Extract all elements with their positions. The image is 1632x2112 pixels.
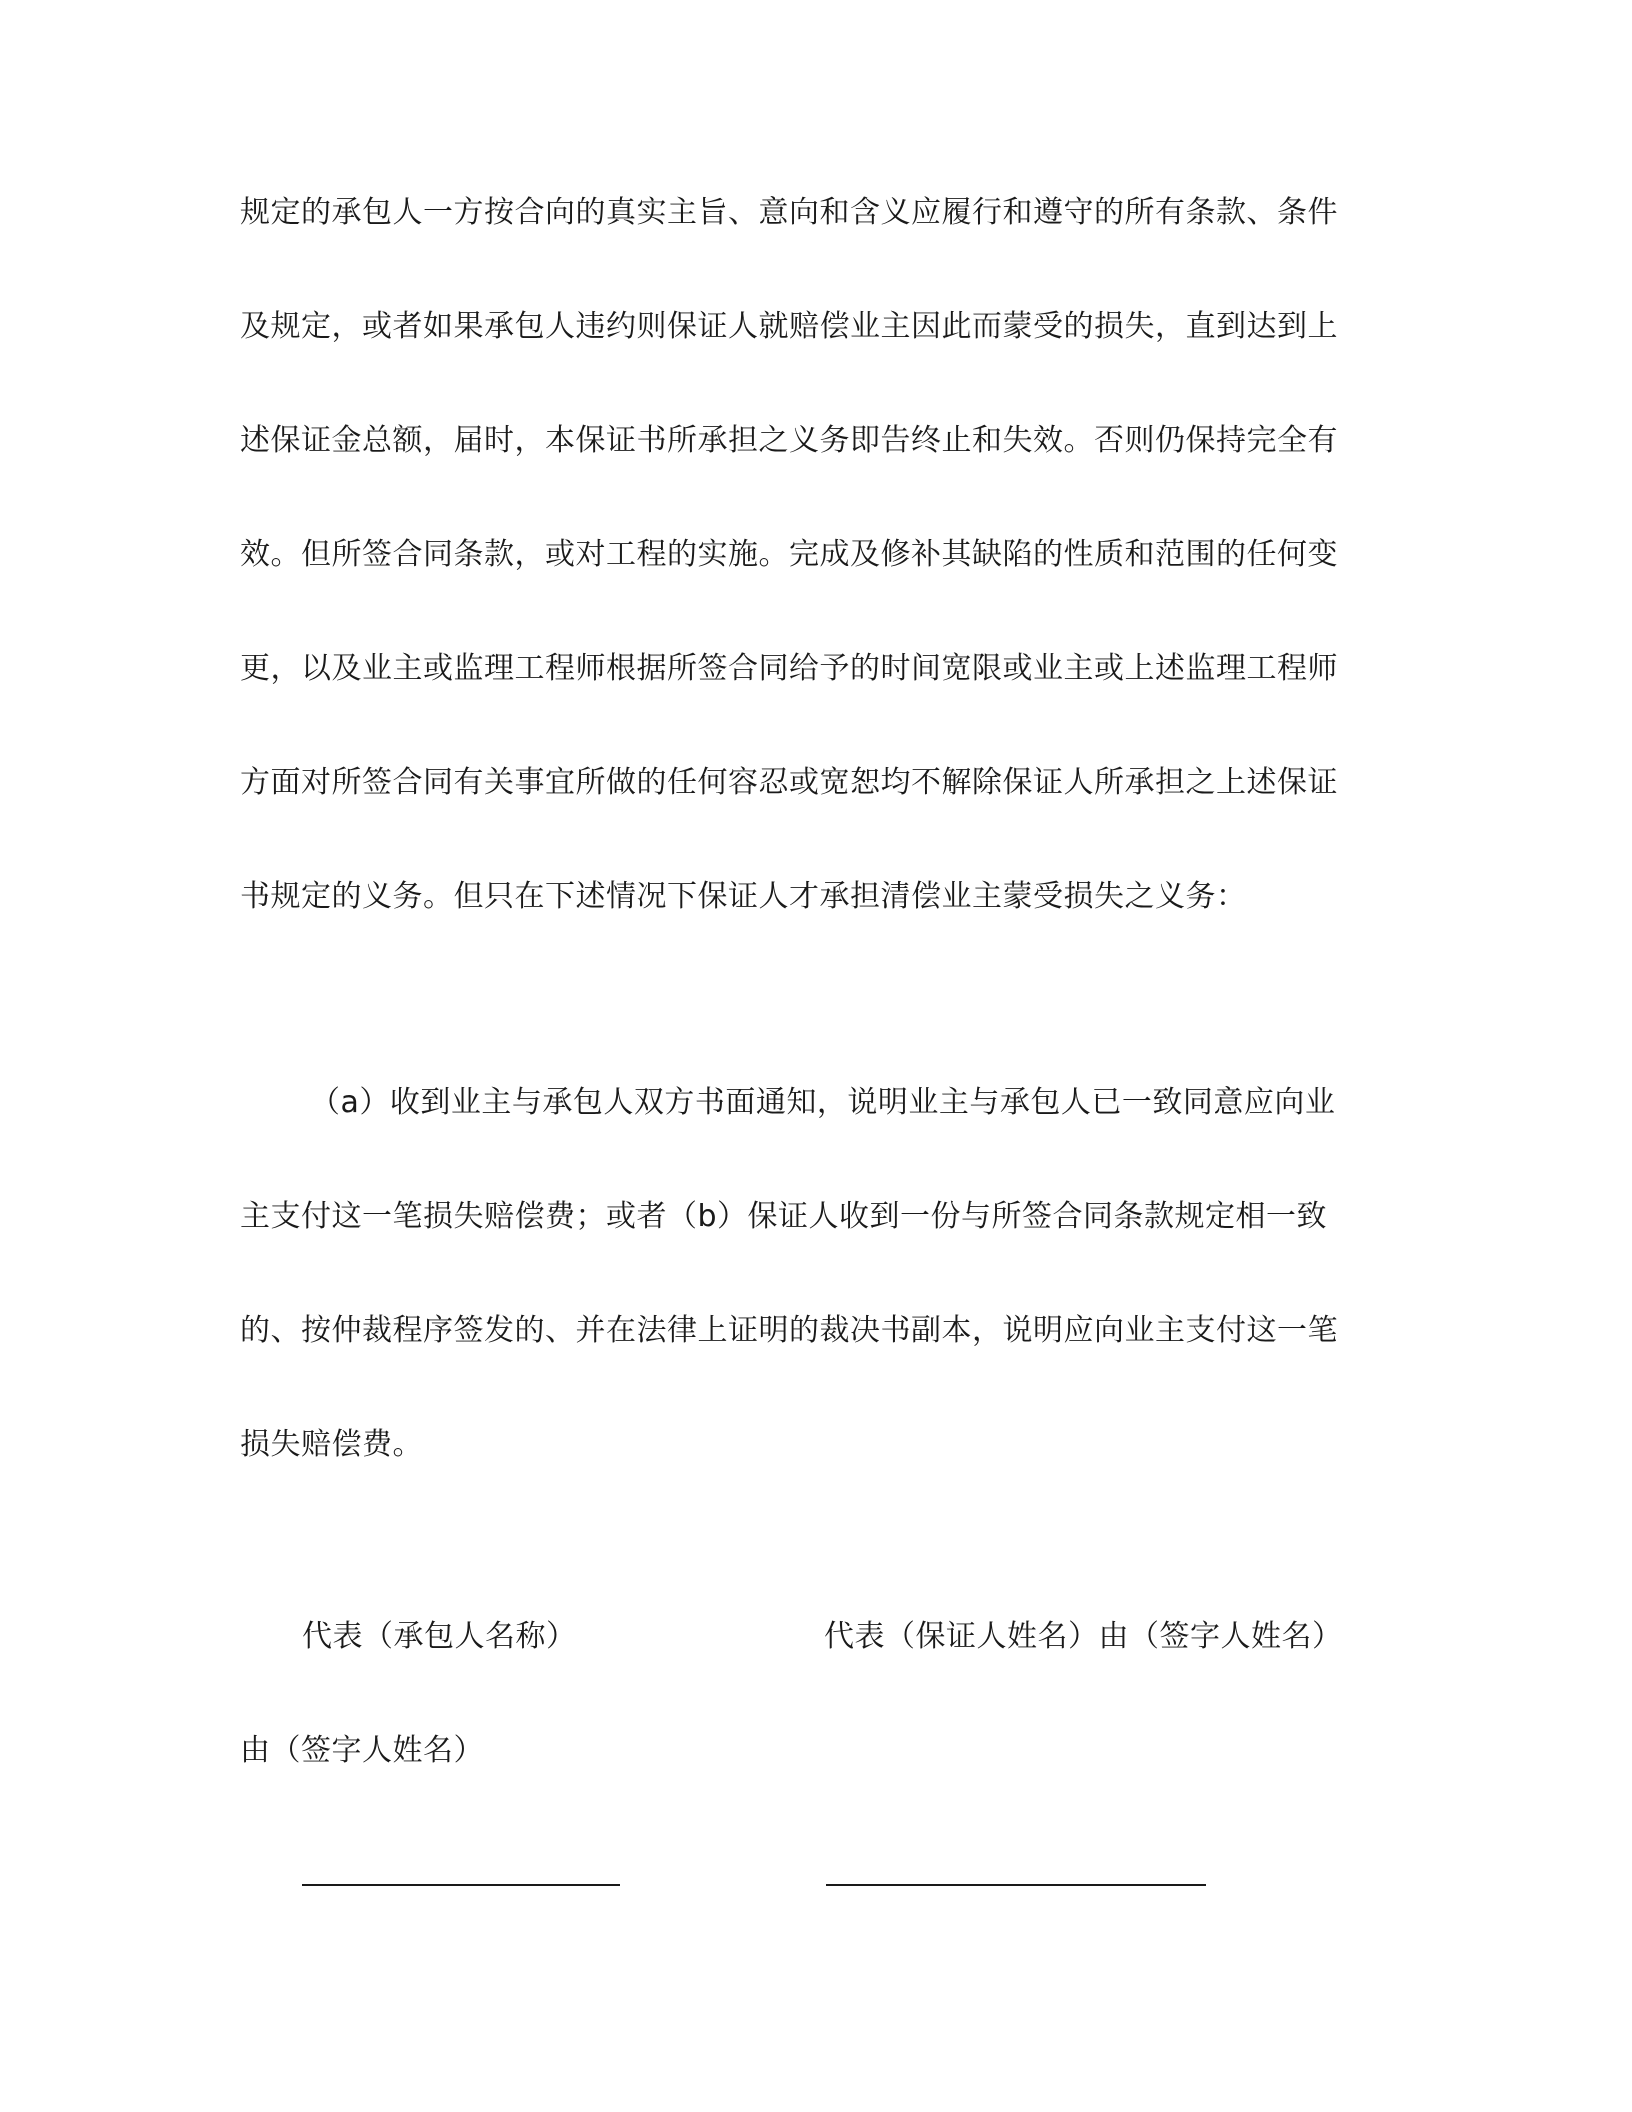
guarantor-representative-label: 代表（保证人姓名）由（签字人姓名） bbox=[824, 1619, 1343, 1654]
guarantor-signature-line bbox=[826, 1884, 1206, 1886]
paragraph-line: 规定的承包人一方按合向的真实主旨、意向和含义应履行和遵守的所有条款、条件 bbox=[240, 195, 1338, 230]
paragraph-line: 效。但所签合同条款，或对工程的实施。完成及修补其缺陷的性质和范围的任何变 bbox=[240, 537, 1338, 572]
paragraph-line: 述保证金总额，届时，本保证书所承担之义务即告终止和失效。否则仍保持完全有 bbox=[240, 423, 1338, 458]
paragraph-line: 书规定的义务。但只在下述情况下保证人才承担清偿业主蒙受损失之义务： bbox=[240, 879, 1247, 914]
paragraph-line: 的、按仲裁程序签发的、并在法律上证明的裁决书副本，说明应向业主支付这一笔 bbox=[240, 1313, 1338, 1348]
signer-name-label: 由（签字人姓名） bbox=[240, 1733, 484, 1768]
paragraph-line: （a）收到业主与承包人双方书面通知，说明业主与承包人已一致同意应向业 bbox=[310, 1085, 1336, 1120]
paragraph-line: 主支付这一笔损失赔偿费；或者（b）保证人收到一份与所签合同条款规定相一致 bbox=[240, 1199, 1328, 1234]
paragraph-line: 方面对所签合同有关事宜所做的任何容忍或宽恕均不解除保证人所承担之上述保证 bbox=[240, 765, 1338, 800]
paragraph-line: 更，以及业主或监理工程师根据所签合同给予的时间宽限或业主或上述监理工程师 bbox=[240, 651, 1338, 686]
contractor-representative-label: 代表（承包人名称） bbox=[302, 1619, 577, 1654]
contractor-signature-line bbox=[302, 1884, 620, 1886]
paragraph-line: 损失赔偿费。 bbox=[240, 1427, 423, 1462]
paragraph-line: 及规定，或者如果承包人违约则保证人就赔偿业主因此而蒙受的损失，直到达到上 bbox=[240, 309, 1338, 344]
